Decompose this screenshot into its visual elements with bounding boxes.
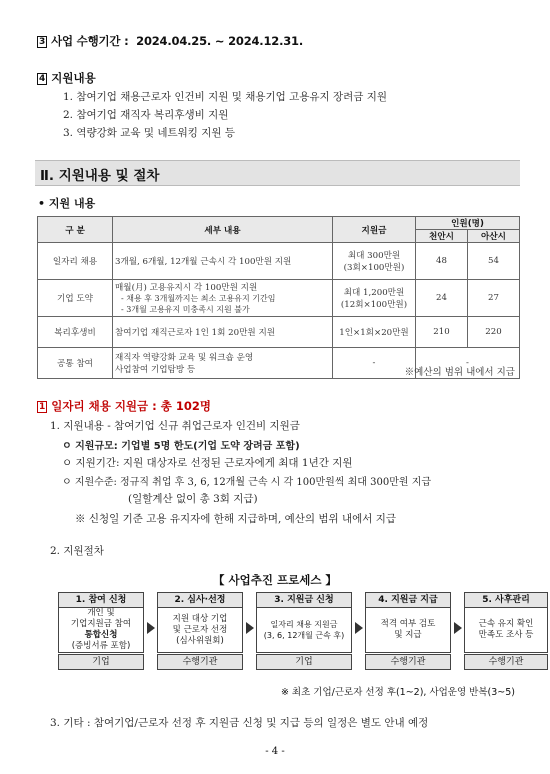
section-title: Ⅱ. 지원내용 및 절차	[40, 168, 160, 184]
cell-category: 공통 참여	[38, 348, 113, 379]
step-body-line: 근속 유지 확인	[478, 619, 534, 629]
subsection-1-title: 일자리 채용 지원금 : 총 102명	[51, 399, 211, 413]
body-line: 1. 지원내용 - 참여기업 신규 취업근로자 인건비 지원금	[50, 420, 300, 432]
table-row	[38, 243, 520, 280]
body-line: ㅇ 지원규모: 기업별 5명 한도(기업 도약 장려금 포함)	[62, 441, 300, 452]
body-line: 2. 지원절차	[50, 545, 104, 557]
body-line: ㅇ 지원기간: 지원 대상자로 선정된 근로자에게 최대 1년간 지원	[62, 457, 353, 469]
step-body-line: 개인 및	[87, 608, 115, 618]
step-body	[157, 608, 243, 653]
arrow-right-icon	[147, 622, 155, 634]
process-step-5	[464, 592, 548, 674]
body-line: ㅇ 지원수준: 정규직 취업 후 3, 6, 12개월 근속 시 각 100만원씩 최대 300만원 지급	[62, 477, 432, 488]
step-head: 3. 지원금 신청	[256, 592, 352, 608]
subsection-number-box: 1	[39, 402, 46, 412]
cell-detail	[113, 348, 333, 379]
process-title: 【 사업추진 프로세스 】	[213, 573, 337, 587]
section-number-box: 3	[39, 37, 46, 47]
step-head: 4. 지원금 지급	[365, 592, 451, 608]
cell-cheonan: 24	[416, 280, 468, 317]
page-number: - 4 -	[265, 746, 285, 757]
detail-line: 사업참여 기업탐방 등	[115, 365, 196, 375]
project-period: 2024.04.25. ~ 2024.12.31.	[136, 34, 304, 48]
step-head: 2. 심사·선정	[157, 592, 243, 608]
step-body-line: (심사위원회)	[176, 635, 224, 646]
subsection-1-heading	[37, 398, 211, 414]
section-3-label: 사업 수행기간 :	[51, 34, 129, 48]
table-row	[38, 317, 520, 348]
header-people: 인원(명)	[416, 217, 520, 230]
header-amount: 지원금	[333, 217, 416, 243]
table-row	[38, 280, 520, 317]
step-body-line: 통합신청	[84, 630, 118, 640]
step-body-line: 만족도 조사 등	[478, 630, 534, 640]
section-number-box: 4	[39, 74, 46, 84]
header-category: 구 분	[38, 217, 113, 243]
cell-cheonan: 48	[416, 243, 468, 280]
list-item: 3. 역량강화 교육 및 네트워킹 지원 등	[63, 127, 236, 139]
step-body	[58, 608, 144, 653]
step-body-line: 및 근로자 선정	[172, 624, 228, 635]
process-step-3	[256, 592, 352, 674]
cell-asan: 54	[468, 243, 520, 280]
header-cheonan: 천안시	[416, 230, 468, 243]
detail-line: - 채용 후 3개월까지는 최소 고용유지 기간임	[121, 294, 276, 303]
step-body	[464, 608, 548, 653]
step-body	[256, 608, 352, 653]
amount-line: (12회×100만원)	[340, 300, 408, 310]
body-line: (일할계산 없이 총 3회 지급)	[128, 493, 258, 505]
amount-line: (3회×100만원)	[343, 263, 405, 273]
cell-category: 복리후생비	[38, 317, 113, 348]
step-body-line: 기업지원금 참여	[70, 619, 132, 629]
support-table	[37, 216, 520, 379]
process-step-4	[365, 592, 451, 674]
cell-asan: 220	[468, 317, 520, 348]
body-line: ※ 신청일 기준 고용 유지자에 한해 지급하며, 예산의 범위 내에서 지급	[75, 513, 397, 525]
detail-line: - 3개월 고용유지 미충족시 지원 불가	[121, 305, 250, 314]
cell-cheonan: 210	[416, 317, 468, 348]
detail-line: 재직자 역량강화 교육 및 워크숍 운영	[115, 353, 254, 363]
cell-amount	[333, 243, 416, 280]
cell-category: 기업 도약	[38, 280, 113, 317]
step-foot: 기업	[58, 654, 144, 670]
arrow-right-icon	[454, 622, 462, 634]
header-detail: 세부 내용	[113, 217, 333, 243]
amount-line: 최대 1,200만원	[343, 288, 405, 298]
step-foot: 기업	[256, 654, 352, 670]
step-head: 5. 사후관리	[464, 592, 548, 608]
budget-note: ※예산의 범위 내에서 지급	[404, 367, 515, 378]
cell-detail	[113, 280, 333, 317]
header-asan: 아산시	[468, 230, 520, 243]
list-item: 1. 참여기업 채용근로자 인건비 지원 및 채용기업 고용유지 장려금 지원	[63, 91, 388, 103]
arrow-right-icon	[355, 622, 363, 634]
support-heading: • 지원 내용	[38, 197, 96, 210]
step-body-line: (3, 6, 12개월 근속 후)	[263, 631, 345, 640]
step-body-line: (증빙서류 포함)	[71, 641, 131, 651]
list-item: 2. 참여기업 재직자 복리후생비 지원	[63, 109, 229, 121]
cell-asan: 27	[468, 280, 520, 317]
step-body-line: 및 지급	[394, 630, 422, 640]
step-body-line: 지원 대상 기업	[172, 613, 228, 624]
arrow-right-icon	[246, 622, 254, 634]
detail-line: 매월(月) 고용유지시 각 100만원 지원	[115, 283, 258, 293]
cell-amount: 1인×1회×20만원	[333, 317, 416, 348]
step-foot: 수행기관	[365, 654, 451, 670]
process-step-2	[157, 592, 243, 674]
section-4-label: 지원내용	[51, 71, 96, 85]
section-4-heading	[37, 70, 96, 86]
cell-amount	[333, 280, 416, 317]
step-head: 1. 참여 신청	[58, 592, 144, 608]
cell-amount: -	[333, 348, 416, 379]
step-foot: 수행기관	[157, 654, 243, 670]
process-step-1	[58, 592, 144, 674]
section-3-heading	[37, 33, 303, 49]
body-line: 3. 기타 : 참여기업/근로자 선정 후 지원금 신청 및 지급 등의 일정은 별도 안내 예정	[50, 717, 429, 729]
step-body	[365, 608, 451, 653]
step-body-line: 적격 여부 검토	[380, 619, 436, 629]
cell-category: 일자리 채용	[38, 243, 113, 280]
cell-people: -	[416, 348, 520, 379]
cell-detail: 참여기업 재직근로자 1인 1회 20만원 지원	[113, 317, 333, 348]
step-foot: 수행기관	[464, 654, 548, 670]
cell-detail: 3개월, 6개월, 12개월 근속시 각 100만원 지원	[113, 243, 333, 280]
step-body-line: 일자리 채용 지원금	[270, 620, 338, 629]
process-note: ※ 최초 기업/근로자 선정 후(1~2), 사업운영 반복(3~5)	[280, 687, 515, 698]
amount-line: 최대 300만원	[347, 251, 401, 261]
